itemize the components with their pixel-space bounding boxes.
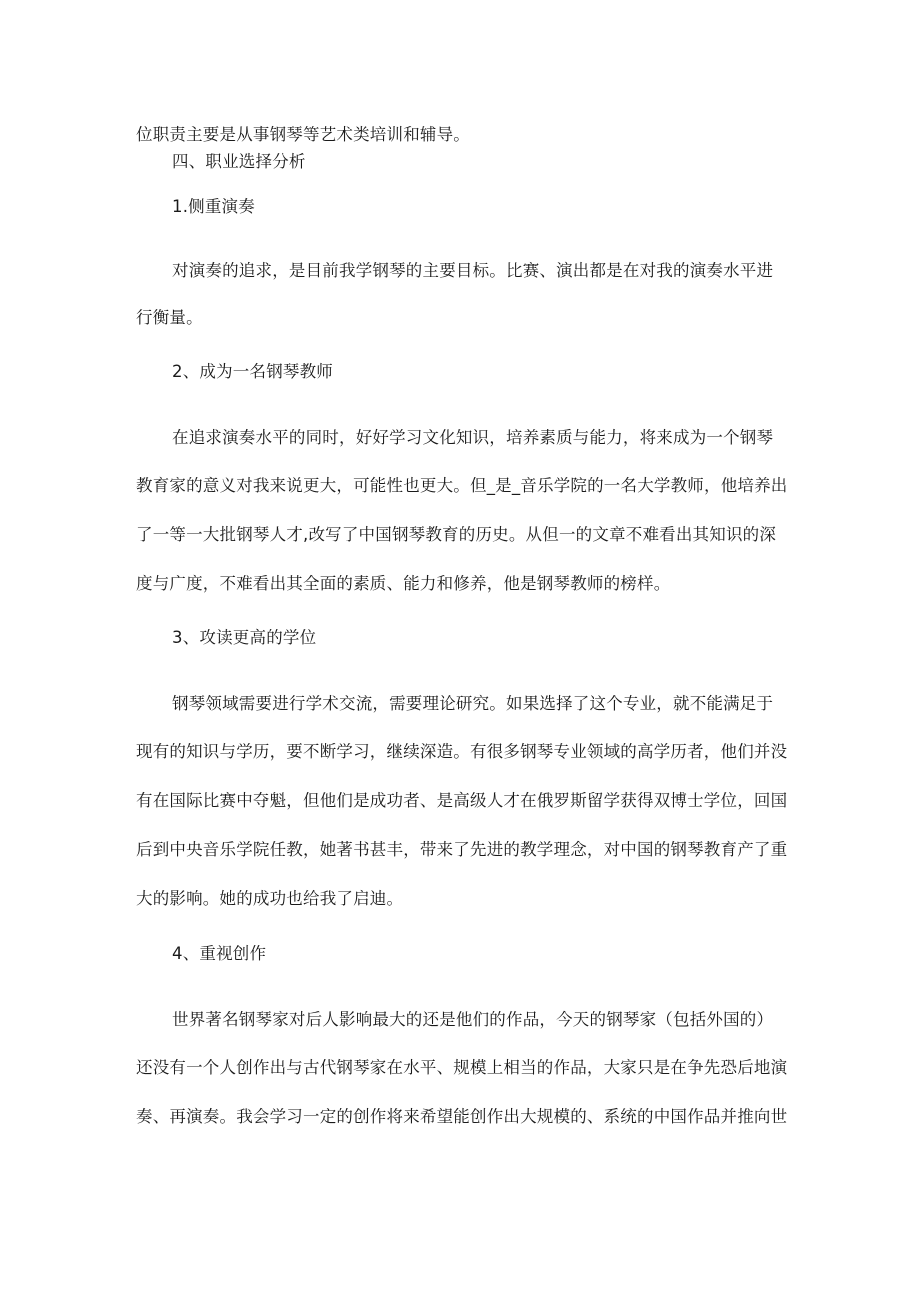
paragraph-line: 大的影响。她的成功也给我了启迪。 xyxy=(136,889,404,908)
paragraph-line: 行衡量。 xyxy=(136,308,203,327)
paragraph-continuation: 位职责主要是从事钢琴等艺术类培训和辅导。 xyxy=(136,125,470,144)
subheading-composition: 4、重视创作 xyxy=(172,944,267,963)
paragraph-line: 后到中央音乐学院任教，她著书甚丰，带来了先进的教学理念，对中国的钢琴教育产了重 xyxy=(136,840,788,859)
subheading-piano-teacher: 2、成为一名钢琴教师 xyxy=(172,362,333,381)
paragraph-line: 奏、再演奏。我会学习一定的创作将来希望能创作出大规模的、系统的中国作品并推向世 xyxy=(136,1107,788,1126)
paragraph-line: 对演奏的追求，是目前我学钢琴的主要目标。比赛、演出都是在对我的演奏水平进 xyxy=(172,261,774,280)
subheading-performance: 1.侧重演奏 xyxy=(172,197,255,216)
subheading-higher-degree: 3、攻读更高的学位 xyxy=(172,628,317,647)
paragraph-line: 在追求演奏水平的同时，好好学习文化知识，培养素质与能力，将来成为一个钢琴 xyxy=(172,428,774,447)
paragraph-line: 有在国际比赛中夺魁，但他们是成功者、是高级人才在俄罗斯留学获得双博士学位，回国 xyxy=(136,791,788,810)
paragraph-line: 了一等一大批钢琴人才,改写了中国钢琴教育的历史。从但一的文章不难看出其知识的深 xyxy=(136,525,777,544)
paragraph-line: 还没有一个人创作出与古代钢琴家在水平、规模上相当的作品，大家只是在争先恐后地演 xyxy=(136,1058,788,1077)
section-heading-career-choice: 四、职业选择分析 xyxy=(172,152,306,171)
paragraph-line: 钢琴领域需要进行学术交流，需要理论研究。如果选择了这个专业，就不能满足于 xyxy=(172,694,774,713)
paragraph-line: 世界著名钢琴家对后人影响最大的还是他们的作品，今天的钢琴家（包括外国的） xyxy=(172,1010,774,1029)
paragraph-line: 教育家的意义对我来说更大，可能性也更大。但_是_音乐学院的一名大学教师，他培养出 xyxy=(136,476,788,495)
paragraph-line: 度与广度，不难看出其全面的素质、能力和修养，他是钢琴教师的榜样。 xyxy=(136,574,671,593)
paragraph-line: 现有的知识与学历，要不断学习，继续深造。有很多钢琴专业领域的高学历者，他们并没 xyxy=(136,742,788,761)
